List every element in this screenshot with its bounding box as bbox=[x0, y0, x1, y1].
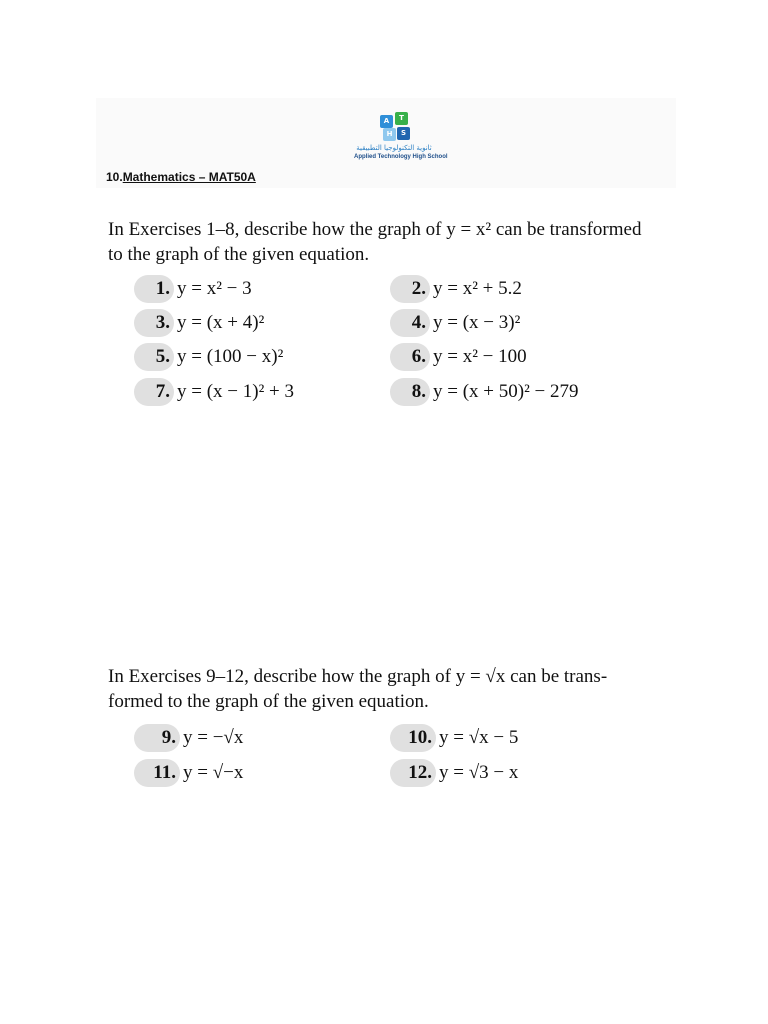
section1-instructions bbox=[108, 217, 708, 267]
logo-tile: A bbox=[380, 115, 393, 128]
exercise-11 bbox=[134, 759, 243, 787]
exercise-equation: y = (x + 4)² bbox=[177, 312, 265, 333]
exercise-number: 8. bbox=[390, 378, 430, 406]
section2-instruction-line2: formed to the graph of the given equation. bbox=[108, 691, 429, 712]
section1-instruction-line2: to the graph of the given equation. bbox=[108, 244, 370, 265]
document-header bbox=[96, 98, 676, 188]
exercise-equation: y = (100 − x)² bbox=[177, 346, 284, 367]
exercise-number: 9. bbox=[134, 724, 180, 752]
exercise-number: 3. bbox=[134, 309, 174, 337]
section2-instruction-line1: In Exercises 9–12, describe how the graph of y = √x can be trans- bbox=[108, 666, 608, 687]
exercise-2 bbox=[390, 275, 522, 303]
logo-arabic-name: ثانوية التكنولوجيا التطبيقية bbox=[356, 144, 432, 152]
section1-instruction-line1: In Exercises 1–8, describe how the graph of y = x² can be transformed bbox=[108, 219, 642, 240]
course-number: 10. bbox=[106, 170, 123, 184]
exercise-equation: y = x² + 5.2 bbox=[433, 278, 522, 299]
exercise-number: 11. bbox=[134, 759, 180, 787]
exercise-equation: y = (x − 1)² + 3 bbox=[177, 381, 294, 402]
course-heading bbox=[106, 170, 256, 184]
exercise-equation: y = √x − 5 bbox=[439, 727, 519, 748]
exercise-10 bbox=[390, 724, 518, 752]
exercise-equation: y = √3 − x bbox=[439, 762, 519, 783]
exercise-4 bbox=[390, 309, 520, 337]
exercise-8 bbox=[390, 378, 579, 406]
exercise-number: 4. bbox=[390, 309, 430, 337]
exercise-6 bbox=[390, 343, 527, 371]
exercise-number: 1. bbox=[134, 275, 174, 303]
exercise-number: 6. bbox=[390, 343, 430, 371]
exercise-1 bbox=[134, 275, 252, 303]
section2-instructions bbox=[108, 664, 708, 714]
exercise-3 bbox=[134, 309, 264, 337]
exercise-5 bbox=[134, 343, 283, 371]
exercise-number: 7. bbox=[134, 378, 174, 406]
logo-tile: H bbox=[383, 128, 396, 141]
exercise-equation: y = −√x bbox=[183, 727, 244, 748]
logo-tile: T bbox=[395, 112, 408, 125]
exercise-number: 2. bbox=[390, 275, 430, 303]
exercise-equation: y = √−x bbox=[183, 762, 244, 783]
exercise-7 bbox=[134, 378, 294, 406]
exercise-12 bbox=[390, 759, 518, 787]
exercise-9 bbox=[134, 724, 243, 752]
course-title: Mathematics – MAT50A bbox=[122, 170, 256, 184]
school-logo bbox=[354, 112, 474, 168]
exercise-equation: y = x² − 3 bbox=[177, 278, 252, 299]
exercise-number: 5. bbox=[134, 343, 174, 371]
exercise-equation: y = (x + 50)² − 279 bbox=[433, 381, 579, 402]
logo-english-name: Applied Technology High School bbox=[354, 154, 448, 160]
exercise-number: 12. bbox=[390, 759, 436, 787]
logo-tiles-icon bbox=[380, 112, 410, 142]
exercise-equation: y = (x − 3)² bbox=[433, 312, 521, 333]
exercise-number: 10. bbox=[390, 724, 436, 752]
logo-tile: S bbox=[397, 127, 410, 140]
exercise-equation: y = x² − 100 bbox=[433, 346, 527, 367]
